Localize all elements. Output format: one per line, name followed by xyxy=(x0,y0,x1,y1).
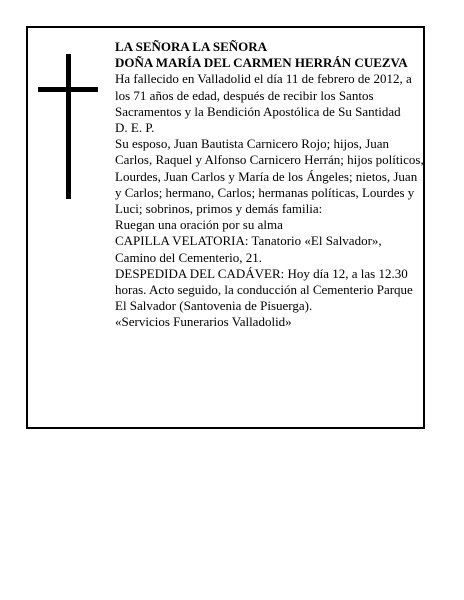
death-notice: Ha fallecido en Valladolid el día 11 de febrero de 2012, a los 71 años de edad, después de recibir los Santos Sacramentos y la Bendición Apostólica de Su Santidad xyxy=(115,71,412,119)
obituary-text xyxy=(115,39,425,331)
heading-line-1: LA SEÑORA LA SEÑORA xyxy=(115,39,268,54)
chapel-info: CAPILLA VELATORIA: Tanatorio «El Salvador», Camino del Cementerio, 21. xyxy=(115,233,382,265)
funeral-service: «Servicios Funerarios Valladolid» xyxy=(115,314,292,330)
rip-text: D. E. P. xyxy=(115,120,155,136)
cross-vertical-bar xyxy=(66,54,71,199)
obituary-notice xyxy=(26,26,425,429)
family-list: Su esposo, Juan Bautista Carnicero Rojo; hijos, Juan Carlos, Raquel y Alfonso Carnicero Herrán; hijos políticos, Lourdes, Juan Carlos y María de los Ángeles; nietos, Juan y Carlos; hermano, Carlos; hermanas políticas, Lourdes y Luci; sobrinos, primos y demás familia: xyxy=(115,136,424,217)
prayer-request: Ruegan una oración por su alma xyxy=(115,217,283,233)
deceased-name: DOÑA MARÍA DEL CARMEN HERRÁN CUEZVA xyxy=(115,55,408,71)
cross-icon xyxy=(38,54,98,199)
cross-horizontal-bar xyxy=(38,87,98,92)
farewell-info: DESPEDIDA DEL CADÁVER: Hoy día 12, a las 12.30 horas. Acto seguido, la conducción al Cementerio Parque El Salvador (Santovenia de Pisuerga). xyxy=(115,265,413,314)
